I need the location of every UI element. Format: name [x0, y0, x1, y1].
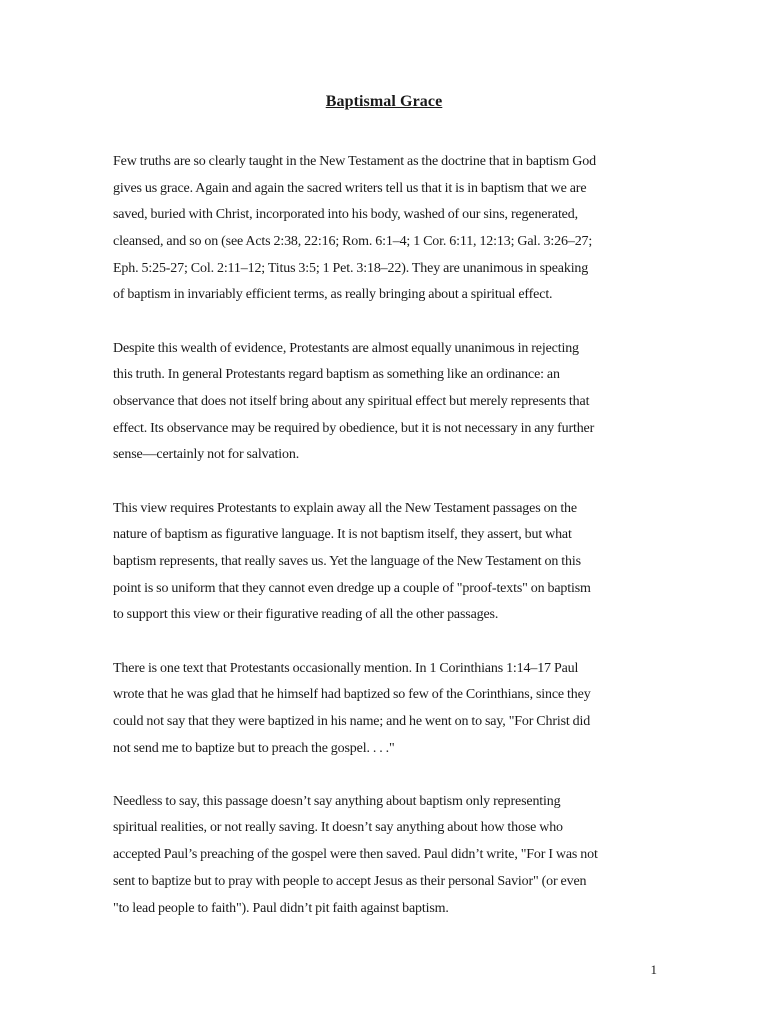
text-line: not send me to baptize but to preach the gospel. . . ." — [113, 740, 395, 756]
text-line: of baptism in invariably efficient terms, as really bringing about a spiritual effect. — [113, 287, 553, 303]
text-line: sent to baptize but to pray with people to accept Jesus as their personal Savior" (or even — [113, 873, 587, 889]
text-line: Eph. 5:25-27; Col. 2:11–12; Titus 3:5; 1 Pet. 3:18–22). They are unanimous in speaking — [113, 260, 589, 276]
text-line: There is one text that Protestants occasionally mention. In 1 Corinthians 1:14–17 Paul — [113, 660, 579, 676]
document-body — [113, 149, 673, 949]
paragraph-4 — [113, 656, 673, 763]
text-line: This view requires Protestants to explain away all the New Testament passages on the — [113, 500, 577, 516]
text-line: baptism represents, that really saves us. Yet the language of the New Testament on this — [113, 553, 581, 569]
text-line: "to lead people to faith"). Paul didn’t pit faith against baptism. — [113, 900, 449, 916]
document-title: Baptismal Grace — [325, 93, 443, 110]
text-line: wrote that he was glad that he himself had baptized so few of the Corinthians, since they — [113, 687, 591, 703]
paragraph-1 — [113, 149, 673, 309]
text-line: Needless to say, this passage doesn’t say anything about baptism only representing — [113, 793, 561, 809]
text-line: spiritual realities, or not really saving. It doesn’t say anything about how those who — [113, 820, 563, 836]
paragraph-3 — [113, 496, 673, 629]
page-number: 1 — [650, 962, 657, 977]
text-line: Despite this wealth of evidence, Protestants are almost equally unanimous in rejecting — [113, 340, 579, 356]
text-line: could not say that they were baptized in his name; and he went on to say, "For Christ did — [113, 713, 591, 729]
paragraph-2 — [113, 336, 673, 469]
text-line: observance that does not itself bring about any spiritual effect but merely represents that — [113, 394, 590, 409]
text-line: to support this view or their figurative reading of all the other passages. — [113, 607, 499, 623]
paragraph-5 — [113, 789, 673, 922]
text-line: saved, buried with Christ, incorporated into his body, washed of our sins, regenerated, — [113, 207, 578, 223]
text-line: effect. Its observance may be required by obedience, but it is not necessary in any further — [113, 420, 595, 436]
text-line: accepted Paul’s preaching of the gospel were then saved. Paul didn’t write, "For I was not — [113, 847, 598, 863]
text-line: gives us grace. Again and again the sacred writers tell us that it is in baptism that we are — [113, 180, 587, 196]
text-line: nature of baptism as figurative language. It is not baptism itself, they assert, but what — [113, 527, 572, 543]
text-line: cleansed, and so on (see Acts 2:38, 22:16; Rom. 6:1–4; 1 Cor. 6:11, 12:13; Gal. 3:26–27; — [113, 234, 593, 250]
text-line: point is so uniform that they cannot even dredge up a couple of "proof-texts" on baptism — [113, 580, 591, 596]
text-line: this truth. In general Protestants regard baptism as something like an ordinance: an — [113, 367, 560, 383]
text-line: Few truths are so clearly taught in the New Testament as the doctrine that in baptism God — [113, 154, 596, 169]
text-line: sense—certainly not for salvation. — [113, 447, 300, 463]
